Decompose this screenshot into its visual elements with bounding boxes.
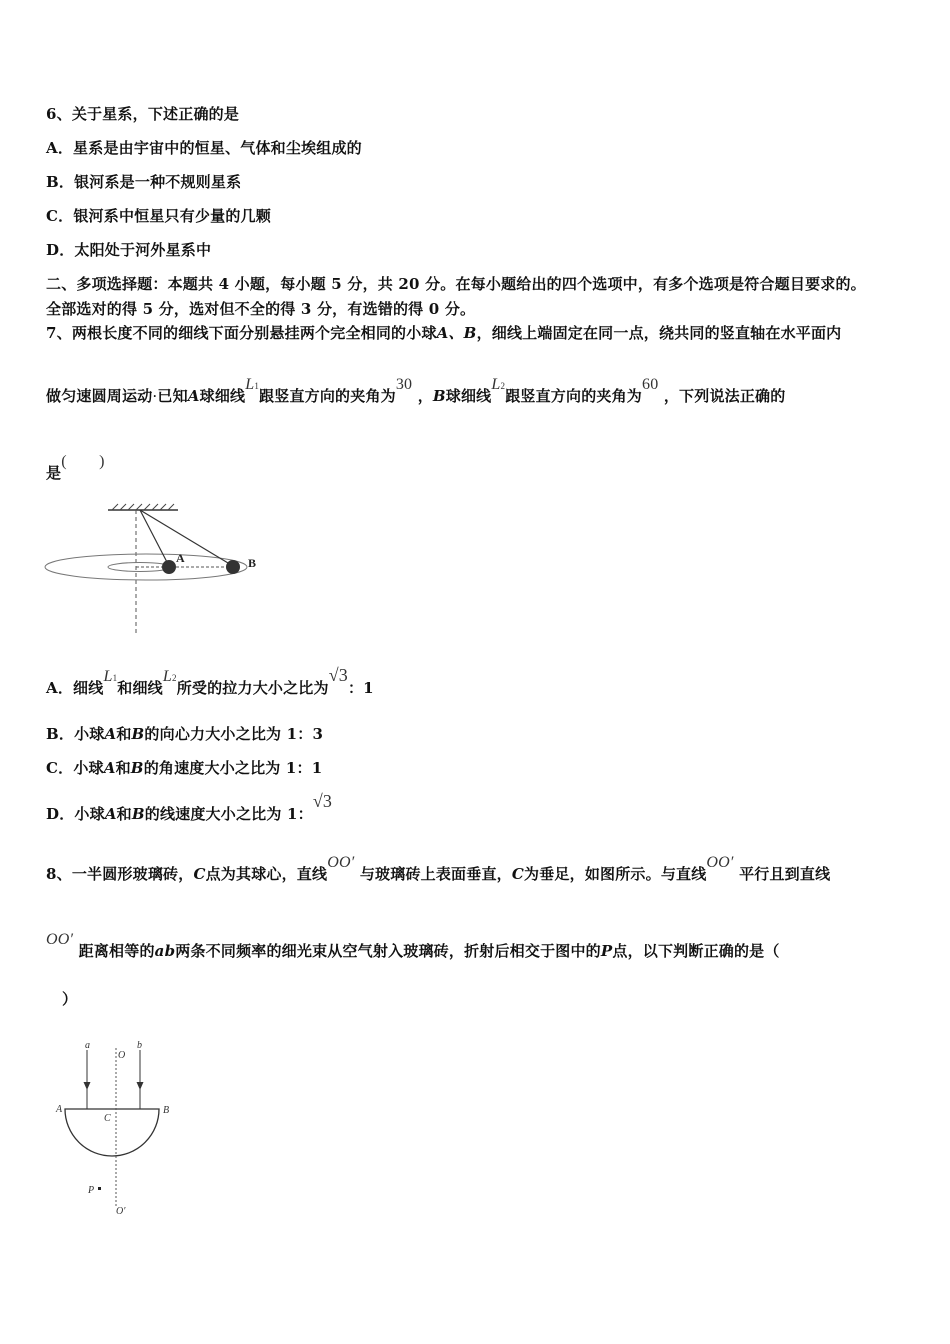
ceiling-hatch [112, 504, 174, 510]
point-p: P [600, 942, 613, 960]
q7-text: 做匀速圆周运动 [46, 387, 153, 405]
sqrt3: √3 [328, 665, 348, 685]
q8-line3: ） [62, 990, 78, 1008]
q8-text: 与玻璃砖上表面垂直， [359, 865, 512, 883]
label-a: a [85, 1040, 90, 1051]
l2-letter: L [491, 376, 501, 393]
opt-text: D．小球 [46, 805, 105, 823]
opt-text: 和 [116, 725, 132, 743]
opt-text: 的角速度大小之比为 1：1 [143, 759, 323, 777]
l2-sub: 2 [171, 673, 177, 683]
point-c: C [193, 865, 206, 883]
opt-l1 [103, 668, 117, 685]
q7-paren: ( ) [61, 453, 105, 470]
q7-angle2: 60 [642, 376, 659, 393]
q8-text: 为垂足，如图所示。与直线 [524, 865, 707, 883]
q8-text: 两条不同频率的细光束从空气射入玻璃砖，折射后相交于图中的 [175, 942, 601, 960]
opt-ball-a: A [104, 805, 117, 823]
q7-line3 [46, 453, 105, 483]
q7-text: 跟竖直方向的夹角为 [259, 387, 396, 405]
opt-text: 所受的拉力大小之比为 [176, 679, 329, 697]
q8-line2 [46, 931, 780, 961]
l1-letter: L [245, 376, 255, 393]
opt-text: ：1 [347, 679, 374, 697]
opt-text: 的线速度大小之比为 1： [144, 805, 313, 823]
opt-l2 [163, 668, 177, 685]
label-O-prime: O′ [116, 1206, 126, 1217]
opt-text: 的向心力大小之比为 1：3 [144, 725, 324, 743]
q8-text: 点为其球心，直线 [205, 865, 328, 883]
opt-text: 和 [116, 805, 132, 823]
opt-ball-b: B [131, 805, 145, 823]
l1-sub: 1 [254, 381, 260, 391]
q7-text: 球细线 [445, 387, 492, 405]
q7-option-a [46, 665, 374, 698]
q8-text: 8、一半圆形玻璃砖， [46, 865, 194, 883]
opt-ball-b: B [131, 725, 145, 743]
line-oo: OO′ [46, 931, 74, 948]
label-b: b [137, 1040, 142, 1051]
q7-angle1: 30 [395, 376, 413, 393]
semicircle [65, 1109, 159, 1156]
q7-line1 [46, 322, 841, 343]
opt-ball-b: B [130, 759, 144, 777]
section2-line1: 二、多项选择题：本题共 4 小题，每小题 5 分，共 20 分。在每小题给出的四个选项中，有多个选项是符合题目要求的。 [46, 275, 866, 293]
arrow-b [137, 1082, 144, 1090]
opt-text: C．小球 [46, 759, 104, 777]
opt-ball-a: A [103, 759, 116, 777]
label-A: A [56, 1104, 63, 1115]
q7-l2 [491, 376, 505, 393]
opt-text: 和细线 [117, 679, 163, 697]
l2-sub: 2 [500, 381, 506, 391]
q7-text: 已知 [157, 387, 188, 405]
l2-letter: L [162, 668, 172, 685]
q7-option-d [46, 791, 333, 824]
q6-option-a: A．星系是由宇宙中的恒星、气体和尘埃组成的 [46, 139, 362, 157]
section2-line2: 全部选对的得 5 分，选对但不全的得 3 分，有选错的得 0 分。 [46, 300, 476, 318]
q7-ball-b: B [432, 387, 446, 405]
point-c: C [511, 865, 525, 883]
conical-pendulum-figure [40, 496, 280, 641]
q7-option-c [46, 757, 322, 778]
q7-dot: · [152, 387, 158, 405]
point-p-dot [98, 1187, 101, 1190]
label-a: A [176, 551, 185, 565]
label-B: B [163, 1105, 170, 1116]
q7-text: 是 [46, 464, 62, 482]
label-b: B [248, 556, 257, 570]
beams-ab: ab [154, 942, 176, 960]
line-oo: OO′ [706, 854, 734, 871]
l1-letter: L [103, 668, 113, 685]
opt-text: 和 [115, 759, 131, 777]
line-oo: OO′ [327, 854, 355, 871]
glass-block-figure [48, 1036, 188, 1221]
q6-option-b: B．银河系是一种不规则星系 [46, 173, 242, 191]
opt-ball-a: A [104, 725, 117, 743]
l1-sub: 1 [112, 673, 118, 683]
q7-option-b [46, 723, 323, 744]
q6-stem: 6、关于星系，下述正确的是 [46, 105, 240, 123]
opt-text: A．细线 [46, 679, 104, 697]
q8-text: 距离相等的 [78, 942, 155, 960]
arrow-a [84, 1082, 91, 1090]
q8-text: 点，以下判断正确的是（ [612, 942, 780, 960]
label-C: C [104, 1113, 111, 1124]
q6-option-d: D．太阳处于河外星系中 [46, 241, 212, 259]
q7-text: ，细线上端固定在同一点，绕共同的竖直轴在水平面内 [476, 324, 842, 342]
q7-l1 [245, 376, 259, 393]
q7-balls: A、B [436, 324, 477, 342]
q7-line2: 做匀速圆周运动·已知A球细线L1跟竖直方向的夹角为30 ，B球细线L2跟竖直方向的夹角为60 ，下列说法正确的 [46, 376, 786, 405]
q8-text: 平行且到直线 [739, 865, 831, 883]
q7-text: 跟竖直方向的夹角为 [505, 387, 643, 405]
q6-option-c: C．银河系中恒星只有少量的几颗 [46, 207, 271, 225]
ball-a [162, 560, 176, 574]
opt-text: B．小球 [46, 725, 105, 743]
q7-ball-a: A [187, 387, 200, 405]
q8-line1 [46, 854, 831, 884]
q7-text: ，下列说法正确的 [663, 387, 786, 405]
label-P: P [88, 1185, 95, 1196]
label-o: O [118, 1050, 126, 1061]
sqrt3: √3 [312, 791, 333, 811]
ball-b [226, 560, 240, 574]
q7-text: 球细线 [199, 387, 246, 405]
q7-text: 7、两根长度不同的细线下面分别悬挂两个完全相同的小球 [46, 324, 437, 342]
